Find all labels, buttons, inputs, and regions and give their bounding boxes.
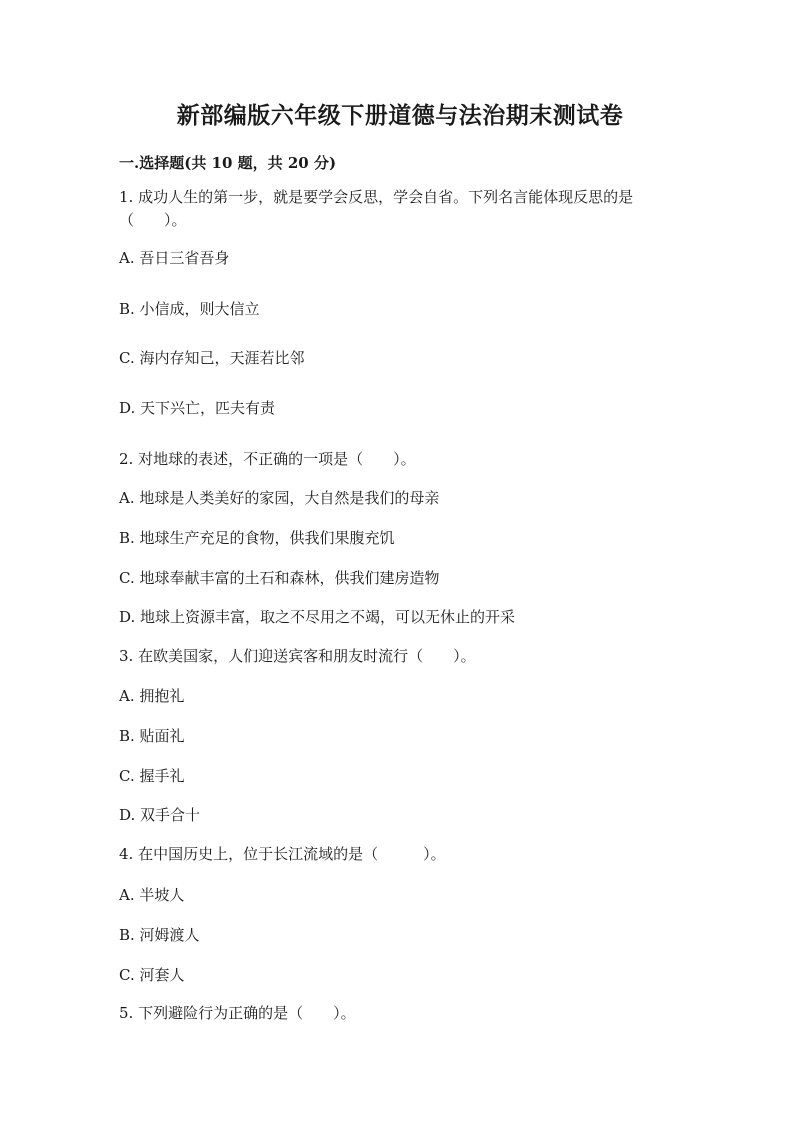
question-stem: 5. 下列避险行为正确的是（ ）。 — [119, 1004, 356, 1022]
question-stem: 4. 在中国历史上，位于长江流域的是（ ）。 — [119, 845, 446, 863]
question-option: C. 握手礼 — [119, 767, 185, 785]
question-stem: 1. 成功人生的第一步，就是要学会反思，学会自省。下列名言能体现反思的是（ ）。 — [119, 188, 634, 229]
question-option: D. 天下兴亡，匹夫有责 — [119, 399, 276, 417]
question-option: B. 地球生产充足的食物，供我们果腹充饥 — [119, 529, 395, 547]
section-heading: 一.选择题(共 10 题，共 20 分) — [119, 154, 337, 172]
question-stem: 3. 在欧美国家，人们迎送宾客和朋友时流行（ ）。 — [119, 647, 476, 665]
question-option: A. 地球是人类美好的家园，大自然是我们的母亲 — [119, 489, 440, 507]
question-option: B. 小信成，则大信立 — [119, 300, 260, 318]
page-title: 新部编版六年级下册道德与法治期末测试卷 — [176, 102, 624, 129]
question-stem: 2. 对地球的表述，不正确的一项是（ ）。 — [119, 450, 416, 468]
question-option: B. 贴面礼 — [119, 727, 185, 745]
question-option: D. 地球上资源丰富，取之不尽用之不竭，可以无休止的开采 — [119, 608, 516, 626]
question-option: B. 河姆渡人 — [119, 926, 200, 944]
question-option: A. 半坡人 — [119, 886, 185, 904]
question-option: C. 地球奉献丰富的土石和森林，供我们建房造物 — [119, 569, 440, 587]
question-option: A. 吾日三省吾身 — [119, 249, 230, 267]
question-option: C. 海内存知己，天涯若比邻 — [119, 349, 305, 367]
question-option: C. 河套人 — [119, 966, 185, 984]
question-option: D. 双手合十 — [119, 806, 201, 824]
question-option: A. 拥抱礼 — [119, 687, 185, 705]
